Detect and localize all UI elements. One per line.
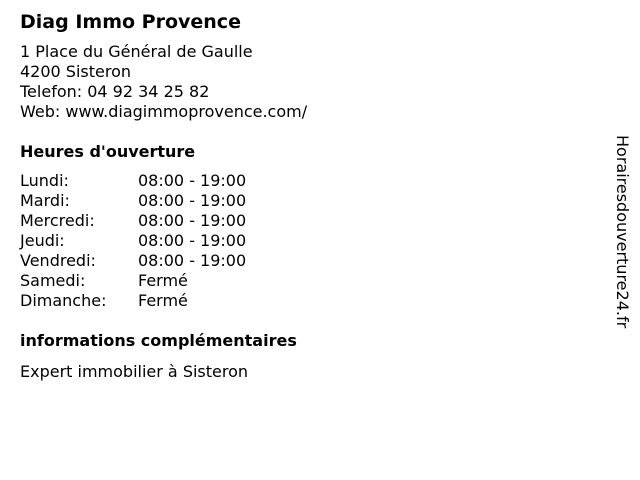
hours-row-friday (20, 251, 600, 271)
hours-value: Fermé (138, 291, 188, 310)
day-label: Mardi: (20, 191, 70, 210)
day-label: Jeudi: (20, 231, 65, 250)
day-label: Mercredi: (20, 211, 95, 230)
phone-number: Telefon: 04 92 34 25 82 (20, 82, 210, 101)
hours-row-sunday (20, 291, 600, 311)
website: Web: www.diagimmoprovence.com/ (20, 102, 308, 121)
hours-row-wednesday (20, 211, 600, 231)
business-name: Diag Immo Provence (20, 11, 241, 33)
hours-value: 08:00 - 19:00 (138, 191, 247, 210)
opening-hours-table (20, 171, 600, 311)
hours-value: 08:00 - 19:00 (138, 251, 247, 270)
opening-hours-heading: Heures d'ouverture (20, 142, 196, 161)
hours-row-saturday (20, 271, 600, 291)
hours-value: 08:00 - 19:00 (138, 231, 247, 250)
business-card (20, 10, 600, 382)
hours-value: 08:00 - 19:00 (138, 211, 247, 230)
hours-value: 08:00 - 19:00 (138, 171, 247, 190)
hours-row-thursday (20, 231, 600, 251)
site-brand-vertical: Horairesdouverture24.fr (613, 135, 632, 329)
day-label: Lundi: (20, 171, 69, 190)
day-label: Samedi: (20, 271, 86, 290)
day-label: Vendredi: (20, 251, 96, 270)
contact-block (20, 42, 600, 122)
additional-info-text: Expert immobilier à Sisteron (20, 362, 249, 381)
hours-row-monday (20, 171, 600, 191)
hours-row-tuesday (20, 191, 600, 211)
additional-info-heading: informations complémentaires (20, 331, 297, 350)
day-label: Dimanche: (20, 291, 107, 310)
address-line-2: 4200 Sisteron (20, 62, 132, 81)
hours-value: Fermé (138, 271, 188, 290)
address-line-1: 1 Place du Général de Gaulle (20, 42, 253, 61)
